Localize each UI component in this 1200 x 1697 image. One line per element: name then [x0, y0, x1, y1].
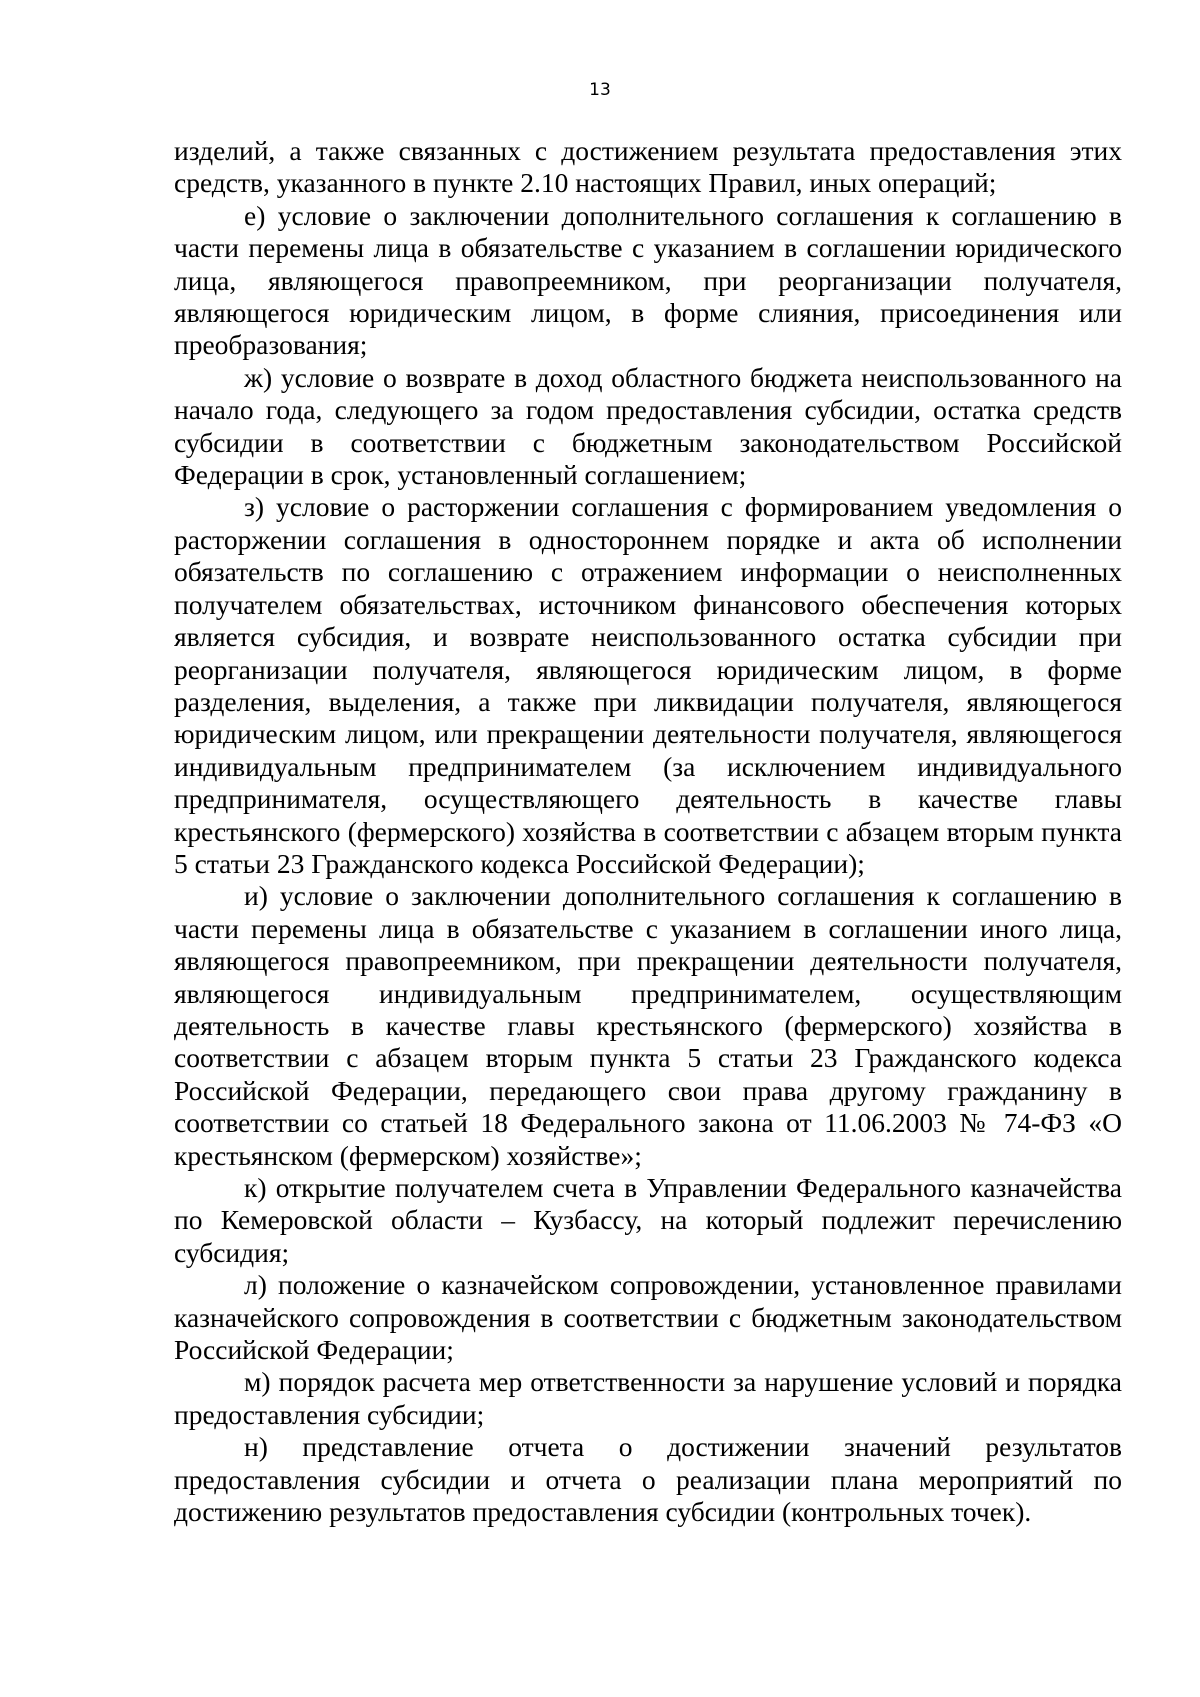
paragraph-item-m: м) порядок расчета мер ответственности за нарушение условий и порядка предоставления субсидии; [174, 1366, 1122, 1430]
paragraph-continuation: изделий, а также связанных с достижением результата предоставления этих средств, указанного в пункте 2.10 настоящих Правил, иных операций; [174, 135, 1122, 199]
paragraph-item-k: к) открытие получателем счета в Управлении Федерального казначейства по Кемеровской области – Кузбассу, на который подлежит перечислению субсидия; [174, 1172, 1122, 1268]
paragraph-item-l: л) положение о казначейском сопровождении, установленное правилами казначейского сопровождения в соответствии с бюджетным законодательством Российской Федерации; [174, 1269, 1122, 1366]
paragraph-item-e: е) условие о заключении дополнительного соглашения к соглашению в части перемены лица в обязательстве с указанием в соглашении юридического лица, являющегося правопреемником, при реорганизации получателя, являющегося юридическим лицом, в форме слияния, присоединения или преобразования; [174, 199, 1122, 361]
document-body [174, 135, 1122, 1528]
paragraph-item-i: и) условие о заключении дополнительного соглашения к соглашению в части перемены лица в обязательстве с указанием в соглашении иного лица, являющегося правопреемником, при прекращении деятельности получателя, являющегося индивидуальным предпринимателем, осуществляющим деятельность в качестве главы крестьянского (фермерского) хозяйства в соответствии с абзацем вторым пункта 5 статьи 23 Гражданского кодекса Российской Федерации, передающего свои права другому гражданину в соответствии со статьей 18 Федерального закона от 11.06.2003 № 74-ФЗ «О крестьянском (фермерском) хозяйстве»; [174, 880, 1122, 1171]
paragraph-item-zh: ж) условие о возврате в доход областного бюджета неиспользованного на начало года, следующего за годом предоставления субсидии, остатка средств субсидии в соответствии с бюджетным законодательством Российской Федерации в срок, установленный соглашением; [174, 361, 1122, 491]
paragraph-item-z: з) условие о расторжении соглашения с формированием уведомления о расторжении соглашения в одностороннем порядке и акта об исполнении обязательств по соглашению с отражением информации о неисполненных получателем обязательствах, источником финансового обеспечения которых является субсидия, и возврате неиспользованного остатка субсидии при реорганизации получателя, являющегося юридическим лицом, в форме разделения, выделения, а также при ликвидации получателя, являющегося юридическим лицом, или прекращении деятельности получателя, являющегося индивидуальным предпринимателем (за исключением индивидуального предпринимателя, осуществляющего деятельность в качестве главы крестьянского (фермерского) хозяйства в соответствии с абзацем вторым пункта 5 статьи 23 Гражданского кодекса Российской Федерации); [174, 491, 1122, 879]
paragraph-item-n: н) представление отчета о достижении значений результатов предоставления субсидии и отчета о реализации плана мероприятий по достижению результатов предоставления субсидии (контрольных точек). [174, 1431, 1122, 1528]
page-number: 13 [589, 80, 611, 100]
